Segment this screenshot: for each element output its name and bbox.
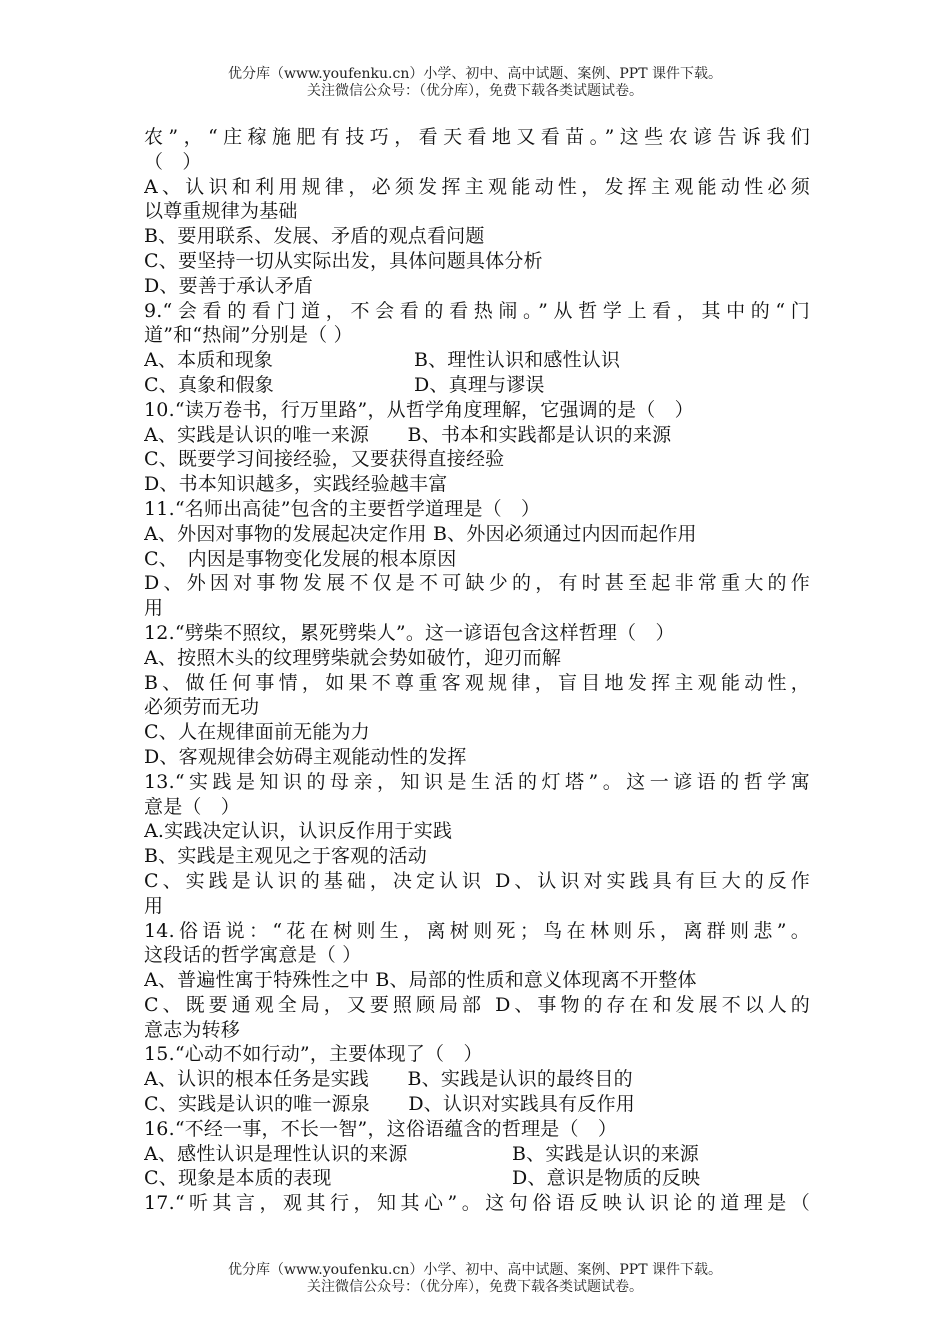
footer-line-2: 关注微信公众号：（优分库），免费下载各类试题试卷。 [307,1279,643,1295]
option-row [144,348,810,373]
header-line-2: 关注微信公众号：（优分库），免费下载各类试题试卷。 [307,83,643,99]
option-line: C、实践是认识的基础，决定认识 D、认识对实践具有巨大的反作 [144,869,810,892]
option-c: C、真象和假象 [144,373,274,396]
text-line: 这段话的哲学寓意是（ ） [144,944,362,967]
text-line: 用 [144,597,164,620]
option-line: C、既要学习间接经验，又要获得直接经验 [144,448,505,471]
option-line: D、外因对事物发展不仅是不可缺少的，有时甚至起非常重大的作 [144,572,810,595]
question-line: 13.“实践是知识的母亲，知识是生活的灯塔”。这一谚语的哲学寓 [144,770,810,793]
text-line: 以尊重规律为基础 [144,200,298,223]
text-line: 用 [144,894,164,917]
text-line: 意是（ ） [144,795,241,818]
option-line: A、认识的根本任务是实践 B、实践是认识的最终目的 [144,1068,633,1091]
question-line: 15.“心动不如行动”，主要体现了（ ） [144,1043,483,1066]
page-footer [0,1262,950,1296]
option-line: A、按照木头的纹理劈柴就会势如破竹，迎刃而解 [144,646,562,669]
question-line: 10.“读万卷书，行万里路”，从哲学角度理解，它强调的是（ ） [144,398,694,421]
option-row [144,1142,810,1167]
option-line: C、 内因是事物变化发展的根本原因 [144,547,457,570]
question-line: 17.“听其言，观其行，知其心”。这句俗语反映认识论的道理是（ [144,1192,810,1215]
option-line: A、外因对事物的发展起决定作用 B、外因必须通过内因而起作用 [144,522,697,545]
option-d: D、意识是物质的反映 [512,1167,701,1190]
option-d: D、真理与谬误 [414,373,545,396]
option-b: B、实践是认识的来源 [512,1142,699,1165]
option-line: B、实践是主观见之于客观的活动 [144,845,427,868]
question-line: 12.“劈柴不照纹，累死劈柴人”。这一谚语包含这样哲理（ ） [144,621,675,644]
option-line: C、实践是认识的唯一源泉 D、认识对实践具有反作用 [144,1093,635,1116]
text-line: （ ） [144,150,202,173]
option-a: A、感性认识是理性认识的来源 [144,1142,408,1165]
option-a: A、本质和现象 [144,349,274,372]
question-line: 16.“不经一事，不长一智”，这俗语蕴含的哲理是（ ） [144,1117,618,1140]
option-line: C、要坚持一切从实际出发，具体问题具体分析 [144,249,543,272]
question-line: 9.“会看的看门道，不会看的看热闹。”从哲学上看，其中的“门 [144,299,810,322]
option-line: D、要善于承认矛盾 [144,274,314,297]
option-c: C、现象是本质的表现 [144,1167,332,1190]
option-b: B、理性认识和感性认识 [414,349,621,372]
text-line: 农”，“庄稼施肥有技巧，看天看地又看苗。”这些农谚告诉我们 [144,126,810,148]
option-row [144,373,810,398]
option-line: C、既要通观全局，又要照顾局部 D、事物的存在和发展不以人的 [144,993,810,1016]
option-line: D、书本知识越多，实践经验越丰富 [144,473,448,496]
option-line: C、人在规律面前无能为力 [144,721,370,744]
option-line: B、要用联系、发展、矛盾的观点看问题 [144,225,485,248]
option-line: D、客观规律会妨碍主观能动性的发挥 [144,745,467,768]
text-line: 意志为转移 [144,1018,241,1041]
option-line: A、实践是认识的唯一来源 B、书本和实践都是认识的来源 [144,423,672,446]
option-line: A、普遍性寓于特殊性之中 B、局部的性质和意义体现离不开整体 [144,969,697,992]
option-line: A.实践决定认识，认识反作用于实践 [144,820,453,843]
question-line: 11.“名师出高徒”包含的主要哲学道理是（ ） [144,497,541,520]
text-line: 必须劳而无功 [144,696,260,719]
option-line: A、认识和利用规律，必须发挥主观能动性，发挥主观能动性必须 [144,175,810,198]
question-body [144,125,810,1216]
header-line-1: 优分库（www.youfenku.cn）小学、初中、高中试题、案例、PPT 课件下载。 [227,66,722,82]
text-line: 道”和“热闹”分别是（ ） [144,324,353,347]
page-header [0,66,950,100]
question-line: 14.俗语说：“花在树则生，离树则死；鸟在林则乐，离群则悲”。 [144,919,810,942]
option-line: B、做任何事情，如果不尊重客观规律，盲目地发挥主观能动性， [144,671,810,694]
option-row [144,1166,810,1191]
footer-line-1: 优分库（www.youfenku.cn）小学、初中、高中试题、案例、PPT 课件下载。 [227,1262,722,1278]
